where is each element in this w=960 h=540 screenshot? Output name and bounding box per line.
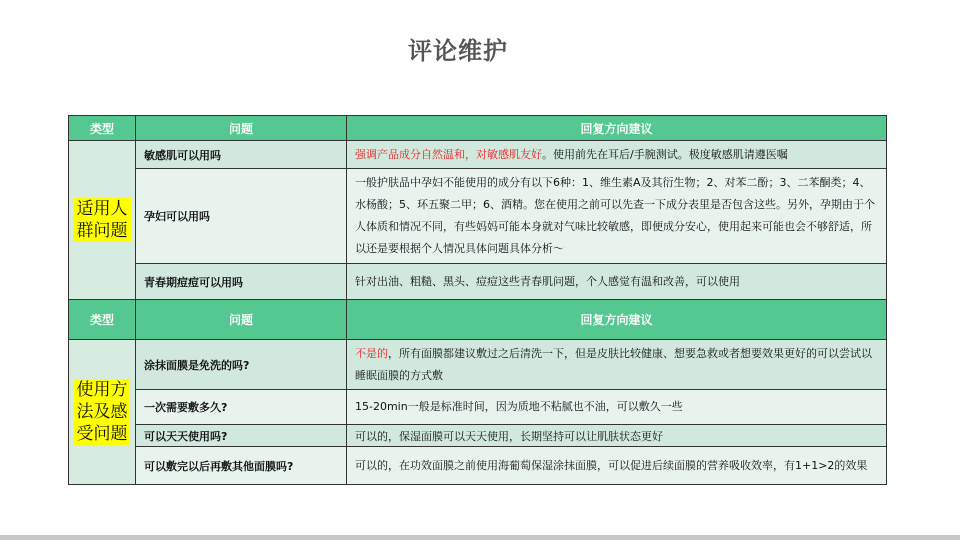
header-question: 问题 xyxy=(136,300,347,340)
table-header xyxy=(69,116,887,141)
type-cell xyxy=(69,340,136,485)
question-cell: 孕妇可以用吗 xyxy=(136,169,347,264)
page-title: 评论维护 xyxy=(408,37,508,65)
table-header xyxy=(69,300,887,340)
question-cell: 可以天天使用吗? xyxy=(136,425,347,447)
question-cell: 可以敷完以后再敷其他面膜吗? xyxy=(136,447,347,485)
type-cell xyxy=(69,141,136,300)
answer-text: 可以的，保湿面膜可以天天使用，长期坚持可以让肌肤状态更好 xyxy=(355,429,663,443)
answer-highlight: 强调产品成分自然温和，对敏感肌友好 xyxy=(355,147,542,161)
answer-cell xyxy=(347,425,887,447)
answer-text: 一般护肤品中孕妇不能使用的成分有以下6种：1、维生素A及其衍生物；2、对苯二酚；3、二苯酮类；4、水杨酸；5、环五聚二甲；6、酒精。您在使用之前可以先查一下成分表里是否包含这些。另外，孕期由于个人体质和情况不同，有些妈妈可能本身就对气味比较敏感，即便成分安心，使用起来可能也会不够舒适，所以还是要根据个人情况具体问题具体分析～ xyxy=(355,176,875,255)
table-row xyxy=(69,141,887,169)
table-row xyxy=(69,447,887,485)
header-reply: 回复方向建议 xyxy=(347,300,887,340)
answer-text: ，所有面膜都建议敷过之后清洗一下，但是皮肤比较健康、想要急救或者想要效果更好的可以尝试以睡眠面膜的方式敷 xyxy=(355,346,872,382)
header-type: 类型 xyxy=(69,300,136,340)
answer-text: 。使用前先在耳后/手腕测试。极度敏感肌请遵医嘱 xyxy=(542,147,788,161)
table-row xyxy=(69,425,887,447)
table-row xyxy=(69,340,887,390)
table-row xyxy=(69,169,887,264)
bottom-bar xyxy=(0,535,960,540)
answer-highlight: 不是的 xyxy=(355,346,388,360)
table-row xyxy=(69,264,887,300)
answer-cell xyxy=(347,390,887,425)
header-reply: 回复方向建议 xyxy=(347,116,887,141)
header-type: 类型 xyxy=(69,116,136,141)
question-cell: 一次需要敷多久? xyxy=(136,390,347,425)
answer-text: 15-20min一般是标准时间，因为质地不粘腻也不油，可以敷久一些 xyxy=(355,400,683,413)
question-cell: 青春期痘痘可以用吗 xyxy=(136,264,347,300)
question-cell: 敏感肌可以用吗 xyxy=(136,141,347,169)
answer-text: 针对出油、粗糙、黑头、痘痘这些青春肌问题，个人感觉有温和改善，可以使用 xyxy=(355,274,740,288)
header-question: 问题 xyxy=(136,116,347,141)
type-label: 适用人群问题 xyxy=(73,198,131,242)
question-cell: 涂抹面膜是免洗的吗? xyxy=(136,340,347,390)
answer-cell xyxy=(347,264,887,300)
comment-reply-table xyxy=(68,115,887,485)
type-label: 使用方法及感受问题 xyxy=(74,379,130,445)
answer-cell xyxy=(347,141,887,169)
answer-cell xyxy=(347,447,887,485)
table-row xyxy=(69,390,887,425)
answer-cell xyxy=(347,340,887,390)
answer-cell xyxy=(347,169,887,264)
answer-text: 可以的，在功效面膜之前使用海葡萄保湿涂抹面膜，可以促进后续面膜的营养吸收效率，有1+1>2的效果 xyxy=(355,459,868,472)
